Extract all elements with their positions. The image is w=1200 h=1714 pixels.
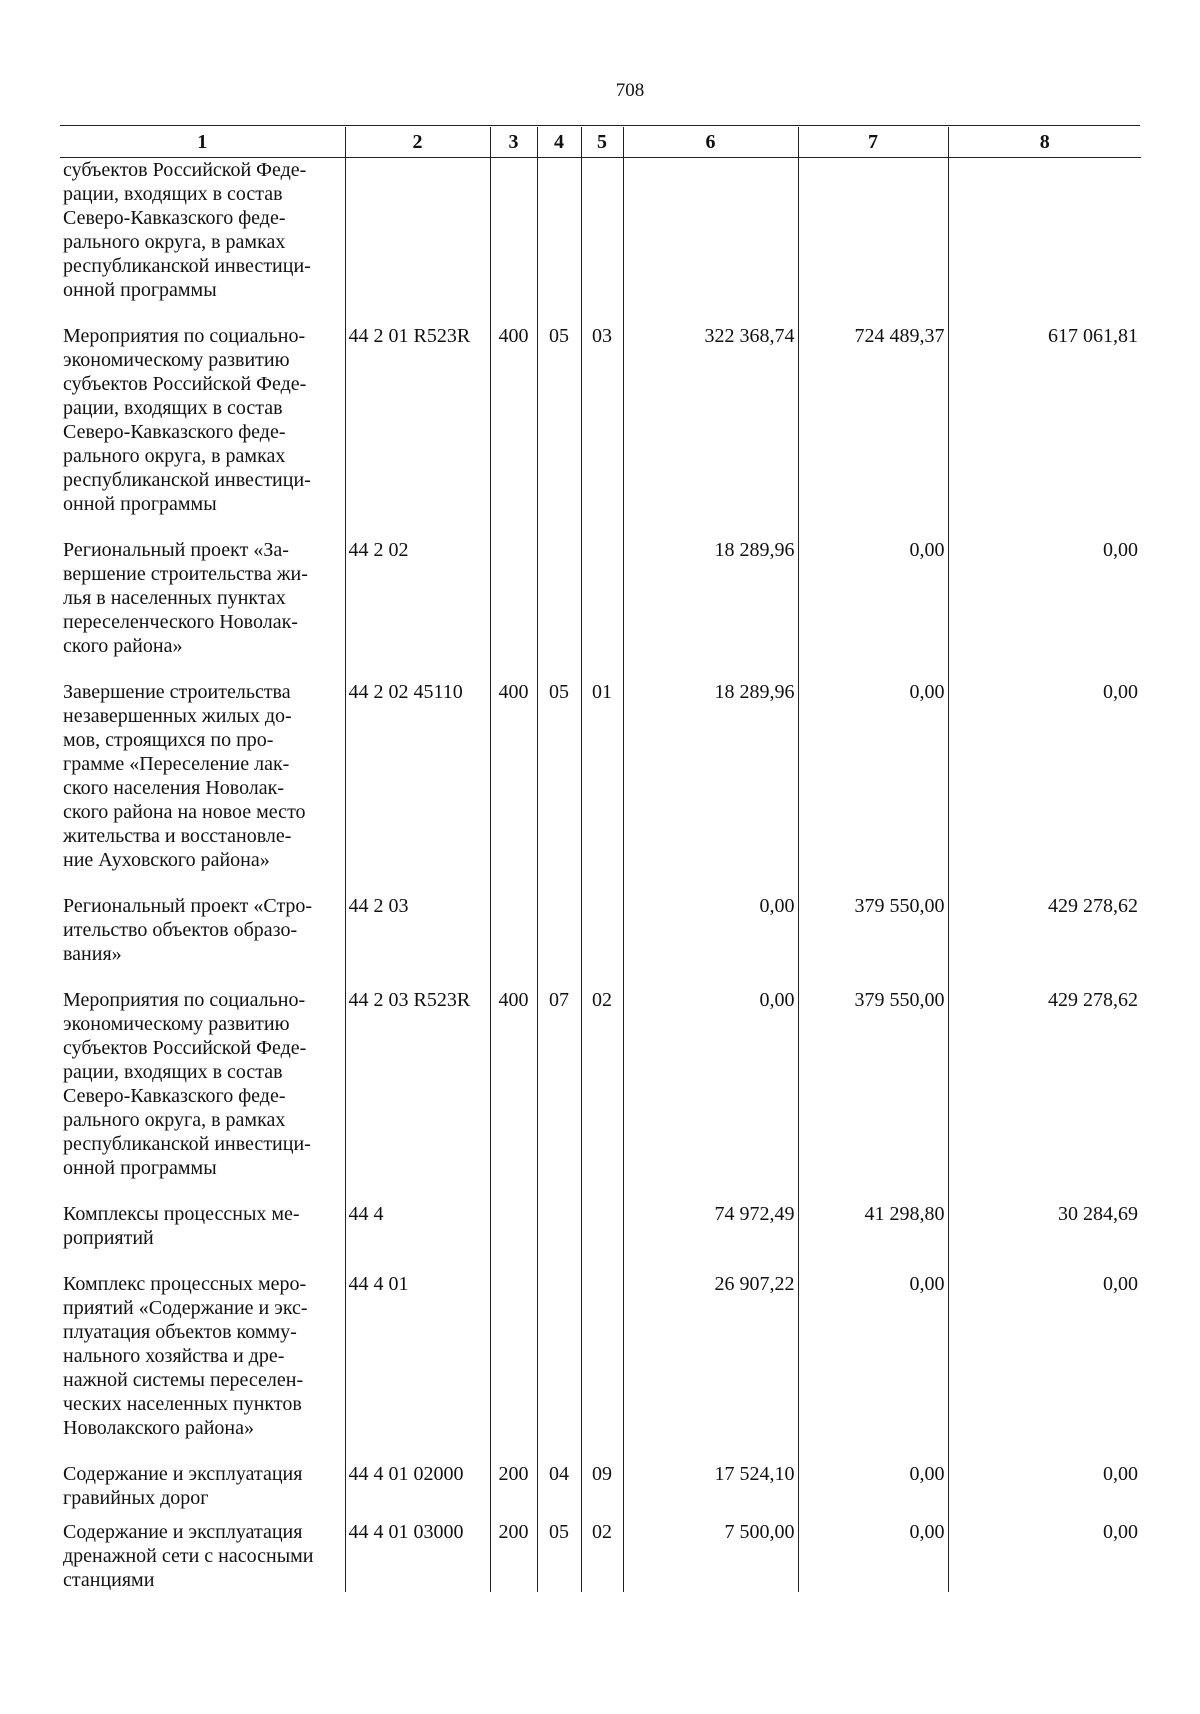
row-col5-cell: 02 bbox=[581, 1520, 623, 1592]
col-header: 7 bbox=[798, 127, 948, 158]
col-header: 8 bbox=[948, 127, 1141, 158]
row-col4-cell bbox=[537, 1202, 581, 1272]
row-col5-cell bbox=[581, 538, 623, 680]
table-row bbox=[60, 324, 1141, 538]
row-value-col7: 41 298,80 bbox=[798, 1202, 948, 1272]
col-header: 4 bbox=[537, 127, 581, 158]
row-col5-cell bbox=[581, 894, 623, 988]
row-value-col6 bbox=[623, 158, 798, 325]
row-col4-cell bbox=[537, 1272, 581, 1462]
row-col3-cell: 400 bbox=[490, 324, 537, 538]
row-value-col6: 0,00 bbox=[623, 894, 798, 988]
row-name-cell: Мероприятия по социально- экономическому развитию субъектов Российской Феде- рации, входящих в состав Северо-Кавказского феде- рального округа, в рамках республиканской инвестици- онной программы bbox=[60, 988, 345, 1202]
table-row bbox=[60, 988, 1141, 1202]
page-number: 708 bbox=[615, 80, 645, 101]
row-col5-cell bbox=[581, 158, 623, 325]
row-col3-cell: 400 bbox=[490, 988, 537, 1202]
row-value-col8: 0,00 bbox=[948, 1272, 1141, 1462]
row-name-cell: Региональный проект «Стро- ительство объектов образо- вания» bbox=[60, 894, 345, 988]
row-value-col8 bbox=[948, 158, 1141, 325]
row-col3-cell bbox=[490, 158, 537, 325]
col-header: 3 bbox=[490, 127, 537, 158]
row-code-cell: 44 4 01 bbox=[345, 1272, 490, 1462]
row-code-cell: 44 4 bbox=[345, 1202, 490, 1272]
row-value-col8: 429 278,62 bbox=[948, 988, 1141, 1202]
row-col3-cell bbox=[490, 1202, 537, 1272]
row-col3-cell: 200 bbox=[490, 1462, 537, 1520]
row-col4-cell: 07 bbox=[537, 988, 581, 1202]
col-header: 6 bbox=[623, 127, 798, 158]
row-value-col7: 0,00 bbox=[798, 538, 948, 680]
table-row bbox=[60, 680, 1141, 894]
row-name-cell: Содержание и эксплуатация дренажной сети с насосными станциями bbox=[60, 1520, 345, 1592]
row-value-col6: 18 289,96 bbox=[623, 680, 798, 894]
row-value-col6: 26 907,22 bbox=[623, 1272, 798, 1462]
table-row bbox=[60, 1520, 1141, 1592]
row-value-col7: 0,00 bbox=[798, 680, 948, 894]
row-code-cell: 44 2 02 bbox=[345, 538, 490, 680]
table-top-rule bbox=[60, 125, 1140, 126]
table-row bbox=[60, 1202, 1141, 1272]
row-value-col7: 0,00 bbox=[798, 1272, 948, 1462]
row-name-cell: Комплексы процессных ме- роприятий bbox=[60, 1202, 345, 1272]
row-col3-cell bbox=[490, 1272, 537, 1462]
row-code-cell bbox=[345, 158, 490, 325]
row-value-col6: 7 500,00 bbox=[623, 1520, 798, 1592]
row-name-cell: Завершение строительства незавершенных жилых до- мов, строящихся по про- грамме «Переселение лак- ского населения Новолак- ского района на новое место жительства и восстановле- ние Ауховского района» bbox=[60, 680, 345, 894]
row-code-cell: 44 2 01 R523R bbox=[345, 324, 490, 538]
row-col4-cell bbox=[537, 894, 581, 988]
row-value-col8: 429 278,62 bbox=[948, 894, 1141, 988]
table-row bbox=[60, 894, 1141, 988]
row-value-col6: 322 368,74 bbox=[623, 324, 798, 538]
row-code-cell: 44 4 01 02000 bbox=[345, 1462, 490, 1520]
row-value-col6: 18 289,96 bbox=[623, 538, 798, 680]
row-value-col8: 617 061,81 bbox=[948, 324, 1141, 538]
table-body bbox=[60, 158, 1141, 1593]
row-value-col7: 379 550,00 bbox=[798, 894, 948, 988]
row-col3-cell bbox=[490, 538, 537, 680]
row-col3-cell: 400 bbox=[490, 680, 537, 894]
row-col4-cell bbox=[537, 158, 581, 325]
row-value-col7 bbox=[798, 158, 948, 325]
row-value-col6: 74 972,49 bbox=[623, 1202, 798, 1272]
row-col5-cell: 02 bbox=[581, 988, 623, 1202]
row-value-col7: 0,00 bbox=[798, 1520, 948, 1592]
row-col4-cell: 05 bbox=[537, 1520, 581, 1592]
row-name-cell: субъектов Российской Феде- рации, входящих в состав Северо-Кавказского феде- рального округа, в рамках республиканской инвестици- онной программы bbox=[60, 158, 345, 325]
row-name-cell: Мероприятия по социально- экономическому развитию субъектов Российской Феде- рации, входящих в состав Северо-Кавказского феде- рального округа, в рамках республиканской инвестици- онной программы bbox=[60, 324, 345, 538]
col-header: 2 bbox=[345, 127, 490, 158]
row-col3-cell: 200 bbox=[490, 1520, 537, 1592]
row-name-cell: Комплекс процессных меро- приятий «Содержание и экс- плуатация объектов комму- нального хозяйства и дре- нажной системы переселен- ческих населенных пунктов Новолакского района» bbox=[60, 1272, 345, 1462]
row-col5-cell: 03 bbox=[581, 324, 623, 538]
row-col4-cell: 04 bbox=[537, 1462, 581, 1520]
row-value-col7: 379 550,00 bbox=[798, 988, 948, 1202]
row-code-cell: 44 4 01 03000 bbox=[345, 1520, 490, 1592]
row-value-col6: 17 524,10 bbox=[623, 1462, 798, 1520]
row-value-col8: 0,00 bbox=[948, 680, 1141, 894]
row-code-cell: 44 2 03 R523R bbox=[345, 988, 490, 1202]
row-value-col8: 0,00 bbox=[948, 1462, 1141, 1520]
row-value-col7: 724 489,37 bbox=[798, 324, 948, 538]
table-row bbox=[60, 1462, 1141, 1520]
row-col4-cell bbox=[537, 538, 581, 680]
row-value-col7: 0,00 bbox=[798, 1462, 948, 1520]
row-value-col8: 30 284,69 bbox=[948, 1202, 1141, 1272]
table-row bbox=[60, 1272, 1141, 1462]
row-col5-cell bbox=[581, 1202, 623, 1272]
table-row bbox=[60, 158, 1141, 325]
row-col4-cell: 05 bbox=[537, 324, 581, 538]
row-col5-cell bbox=[581, 1272, 623, 1462]
col-header: 5 bbox=[581, 127, 623, 158]
row-value-col8: 0,00 bbox=[948, 1520, 1141, 1592]
row-name-cell: Региональный проект «За- вершение строительства жи- лья в населенных пунктах переселенческого Новолак- ского района» bbox=[60, 538, 345, 680]
budget-table bbox=[60, 127, 1141, 1592]
row-col4-cell: 05 bbox=[537, 680, 581, 894]
col-header: 1 bbox=[60, 127, 345, 158]
row-col5-cell: 09 bbox=[581, 1462, 623, 1520]
row-col5-cell: 01 bbox=[581, 680, 623, 894]
row-value-col8: 0,00 bbox=[948, 538, 1141, 680]
row-name-cell: Содержание и эксплуатация гравийных дорог bbox=[60, 1462, 345, 1520]
header-row bbox=[60, 127, 1141, 158]
table-row bbox=[60, 538, 1141, 680]
row-code-cell: 44 2 03 bbox=[345, 894, 490, 988]
row-code-cell: 44 2 02 45110 bbox=[345, 680, 490, 894]
row-col3-cell bbox=[490, 894, 537, 988]
row-value-col6: 0,00 bbox=[623, 988, 798, 1202]
